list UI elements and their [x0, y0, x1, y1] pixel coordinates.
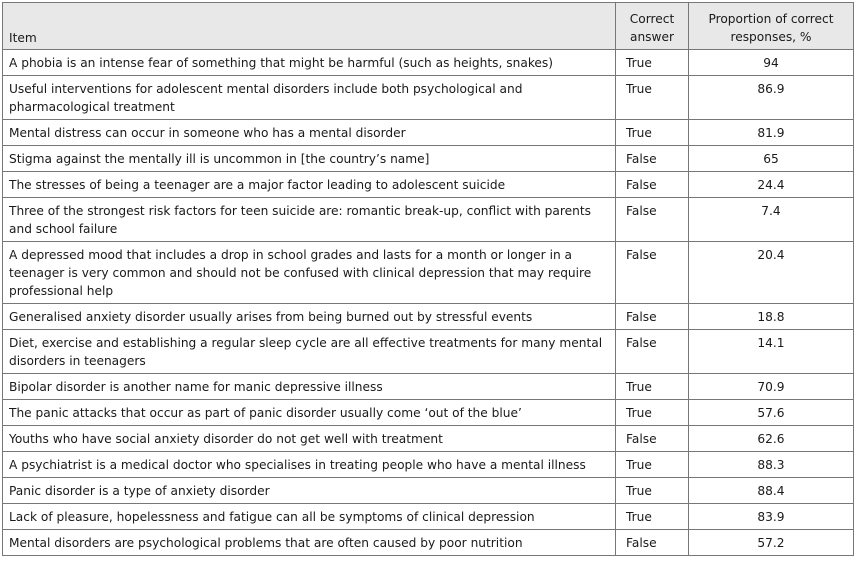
table-row: [3, 242, 854, 304]
table-row: [3, 504, 854, 530]
table-row: [3, 146, 854, 172]
proportion-cell: 14.1: [689, 330, 854, 374]
proportion-cell: 24.4: [689, 172, 854, 198]
column-header-correct-answer: Correct answer: [616, 3, 689, 50]
table-row: [3, 478, 854, 504]
item-cell: Lack of pleasure, hopelessness and fatigue can all be symptoms of clinical depression: [3, 504, 616, 530]
item-cell: Youths who have social anxiety disorder do not get well with treatment: [3, 426, 616, 452]
correct-answer-cell: False: [616, 146, 689, 172]
correct-answer-cell: False: [616, 198, 689, 242]
header-row: [3, 3, 854, 50]
correct-answer-cell: False: [616, 172, 689, 198]
table-row: [3, 330, 854, 374]
item-cell: The stresses of being a teenager are a major factor leading to adolescent suicide: [3, 172, 616, 198]
correct-answer-cell: True: [616, 76, 689, 120]
item-cell: Bipolar disorder is another name for manic depressive illness: [3, 374, 616, 400]
item-cell: Diet, exercise and establishing a regular sleep cycle are all effective treatments for many mental disorders in teenagers: [3, 330, 616, 374]
results-table: [2, 2, 854, 556]
item-cell: Three of the strongest risk factors for teen suicide are: romantic break-up, conflict with parents and school failure: [3, 198, 616, 242]
item-cell: Useful interventions for adolescent mental disorders include both psychological and pharmacological treatment: [3, 76, 616, 120]
item-cell: Stigma against the mentally ill is uncommon in [the country’s name]: [3, 146, 616, 172]
proportion-cell: 94: [689, 50, 854, 76]
table-row: [3, 452, 854, 478]
table-row: [3, 76, 854, 120]
item-cell: The panic attacks that occur as part of panic disorder usually come ‘out of the blue’: [3, 400, 616, 426]
item-cell: A psychiatrist is a medical doctor who specialises in treating people who have a mental illness: [3, 452, 616, 478]
table-row: [3, 374, 854, 400]
proportion-cell: 62.6: [689, 426, 854, 452]
table-row: [3, 426, 854, 452]
correct-answer-cell: True: [616, 504, 689, 530]
item-cell: A depressed mood that includes a drop in school grades and lasts for a month or longer in a teenager is very common and should not be confused with clinical depression that may require professional help: [3, 242, 616, 304]
correct-answer-cell: True: [616, 400, 689, 426]
proportion-cell: 57.6: [689, 400, 854, 426]
proportion-cell: 81.9: [689, 120, 854, 146]
proportion-cell: 7.4: [689, 198, 854, 242]
proportion-cell: 65: [689, 146, 854, 172]
proportion-cell: 88.3: [689, 452, 854, 478]
proportion-cell: 20.4: [689, 242, 854, 304]
correct-answer-cell: False: [616, 426, 689, 452]
correct-answer-cell: False: [616, 530, 689, 556]
correct-answer-cell: False: [616, 304, 689, 330]
item-cell: Generalised anxiety disorder usually arises from being burned out by stressful events: [3, 304, 616, 330]
proportion-cell: 83.9: [689, 504, 854, 530]
proportion-cell: 86.9: [689, 76, 854, 120]
correct-answer-cell: True: [616, 120, 689, 146]
table-row: [3, 530, 854, 556]
correct-answer-cell: True: [616, 374, 689, 400]
table-row: [3, 400, 854, 426]
column-header-item: Item: [3, 3, 616, 50]
correct-answer-cell: True: [616, 452, 689, 478]
correct-answer-cell: True: [616, 478, 689, 504]
correct-answer-cell: False: [616, 242, 689, 304]
table-row: [3, 198, 854, 242]
item-cell: Panic disorder is a type of anxiety disorder: [3, 478, 616, 504]
item-cell: A phobia is an intense fear of something that might be harmful (such as heights, snakes): [3, 50, 616, 76]
item-cell: Mental distress can occur in someone who has a mental disorder: [3, 120, 616, 146]
proportion-cell: 57.2: [689, 530, 854, 556]
table-row: [3, 50, 854, 76]
table-row: [3, 120, 854, 146]
proportion-cell: 88.4: [689, 478, 854, 504]
column-header-proportion: Proportion of correct responses, %: [689, 3, 854, 50]
proportion-cell: 70.9: [689, 374, 854, 400]
table-row: [3, 172, 854, 198]
correct-answer-cell: True: [616, 50, 689, 76]
table-row: [3, 304, 854, 330]
item-cell: Mental disorders are psychological problems that are often caused by poor nutrition: [3, 530, 616, 556]
correct-answer-cell: False: [616, 330, 689, 374]
proportion-cell: 18.8: [689, 304, 854, 330]
